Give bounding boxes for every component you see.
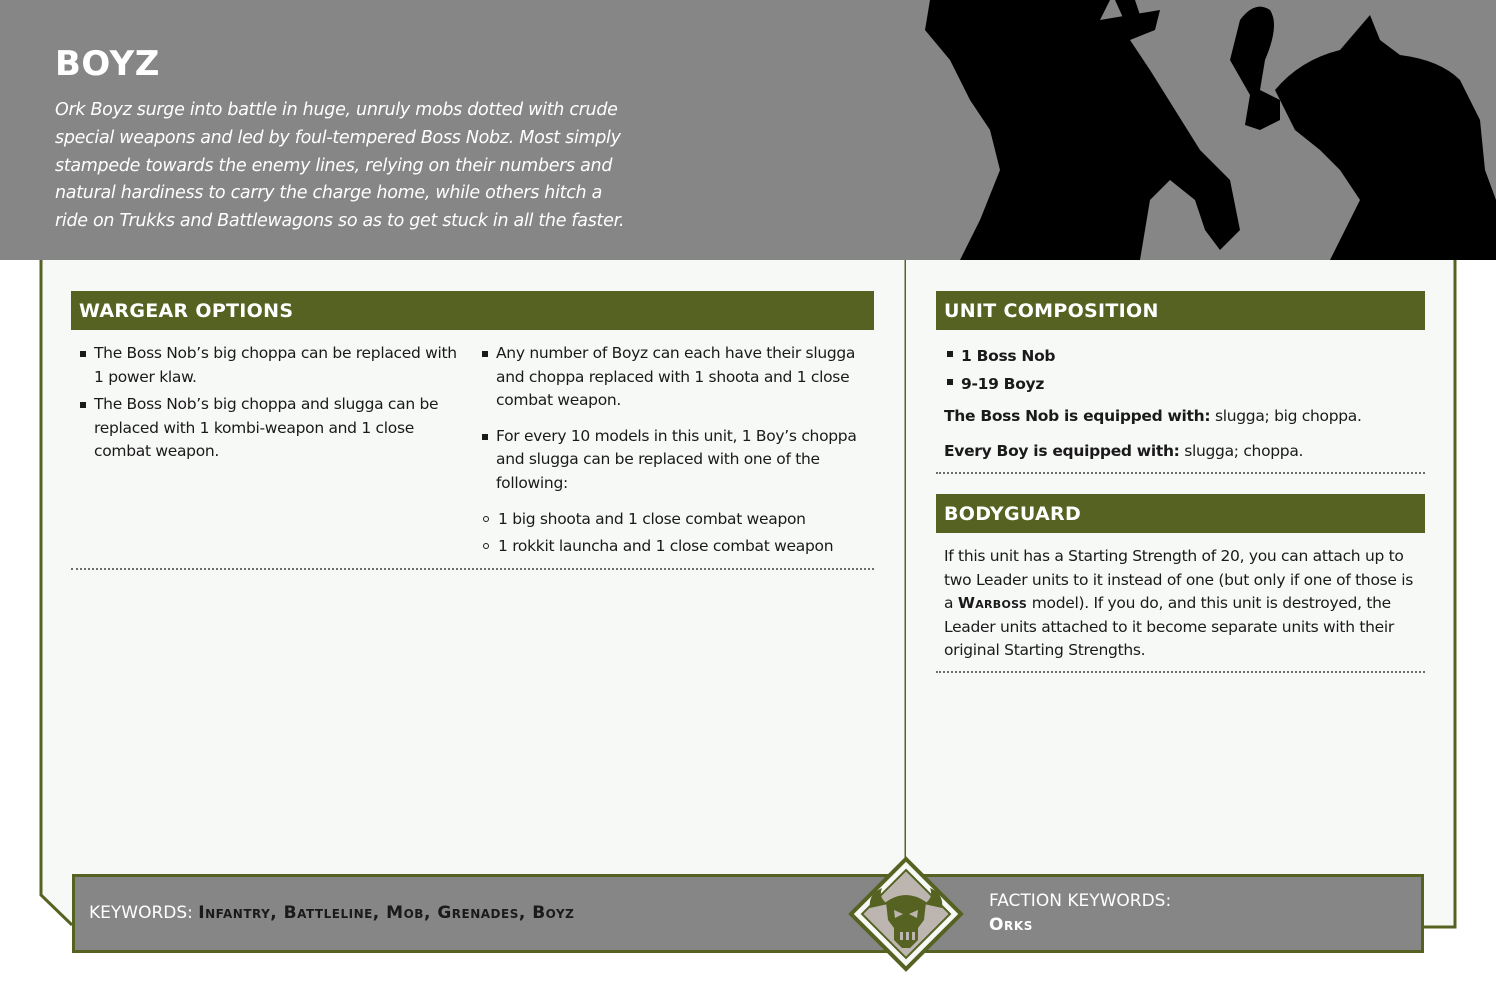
- unit-lore: Ork Boyz surge into battle in huge, unruly mobs dotted with crude special weapons and led by foul-tempered Boss Nobz. Most simply stampede towards the enemy lines, relying on their numbers and natural hardiness to carry the charge home, while others hitch a ride on Trukks and Battlewagons so as to get stuck in all the faster.: [55, 100, 625, 232]
- boss-nob-equipment-label: The Boss Nob is equipped with:: [944, 407, 1211, 425]
- list-item: 9-19 Boyz: [939, 370, 1419, 398]
- bodyguard-text-part: If this unit has a Starting Strength of 20, you can attach up to two Leader units to it instead of one (but only if one of those is a: [944, 547, 1414, 613]
- wargear-options-right-list: [474, 342, 874, 496]
- list-item: The Boss Nob’s big choppa and slugga can be replaced with 1 kombi-weapon and 1 close combat weapon.: [72, 393, 464, 464]
- section-divider: [71, 568, 874, 570]
- wargear-options-right-column: [474, 342, 874, 560]
- faction-keywords-label: FACTION KEYWORDS:: [989, 891, 1172, 911]
- list-item: 1 Boss Nob: [939, 342, 1419, 370]
- warboss-keyword: Warboss: [957, 594, 1028, 613]
- section-divider: [936, 671, 1425, 673]
- wargear-sub-options-list: [474, 506, 874, 560]
- unit-title: BOYZ: [55, 44, 160, 84]
- ork-skull-icon: [848, 856, 964, 972]
- list-item: Any number of Boyz can each have their slugga and choppa replaced with 1 shoota and 1 close combat weapon.: [474, 342, 874, 413]
- wargear-options-left-list: [72, 342, 464, 464]
- list-item: The Boss Nob’s big choppa can be replaced with 1 power klaw.: [72, 342, 464, 389]
- boy-equipment-label: Every Boy is equipped with:: [944, 442, 1180, 460]
- boss-nob-equipment-value: slugga; big choppa.: [1210, 407, 1362, 425]
- bodyguard-heading: BODYGUARD: [936, 494, 1425, 533]
- unit-composition-heading: UNIT COMPOSITION: [936, 291, 1425, 330]
- boy-equipment: [944, 440, 1424, 464]
- list-item: For every 10 models in this unit, 1 Boy’s choppa and slugga can be replaced with one of the following:: [474, 425, 874, 496]
- keywords-label: KEYWORDS:: [89, 903, 199, 923]
- keywords-bar: [72, 874, 1424, 953]
- unit-composition-list: [939, 342, 1419, 398]
- boy-equipment-value: slugga; choppa.: [1179, 442, 1304, 460]
- section-divider: [936, 472, 1425, 474]
- keywords: [89, 903, 574, 923]
- wargear-options-heading: WARGEAR OPTIONS: [71, 291, 874, 330]
- bodyguard-text-part: model). If you do, and this unit is destroyed, the Leader units attached to it become separate units with their original Starting Strengths.: [944, 594, 1394, 660]
- keywords-list: Infantry, Battleline, Mob, Grenades, Boyz: [198, 903, 575, 923]
- bodyguard-text: [944, 545, 1422, 663]
- faction-keywords-list: Orks: [989, 915, 1034, 935]
- boss-nob-equipment: [944, 405, 1424, 429]
- list-item: 1 big shoota and 1 close combat weapon: [474, 506, 874, 533]
- list-item: 1 rokkit launcha and 1 close combat weapon: [474, 533, 874, 560]
